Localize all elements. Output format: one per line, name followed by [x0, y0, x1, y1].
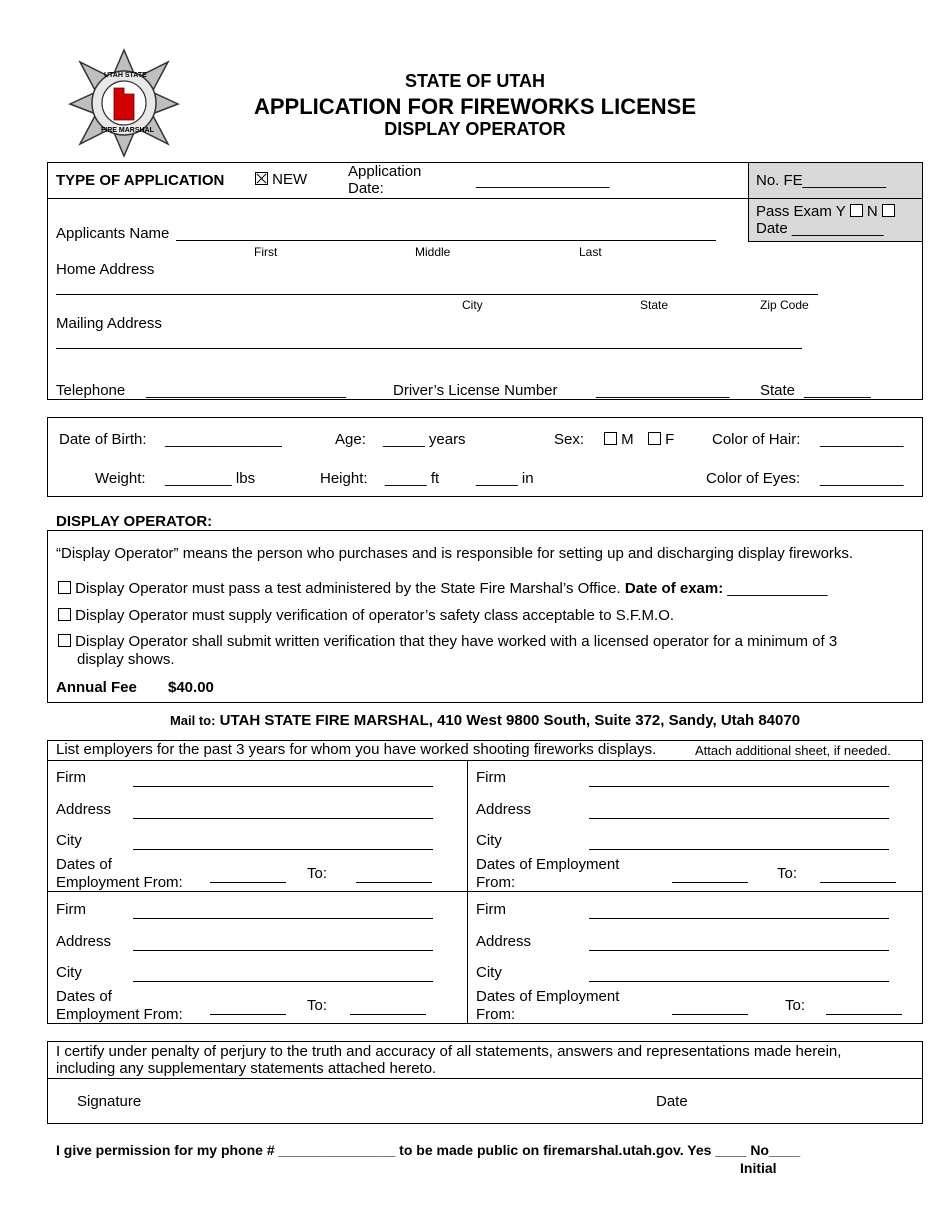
- last-name-caption: Last: [579, 245, 602, 259]
- to-date-field[interactable]: [826, 1014, 902, 1015]
- firm-label: Firm: [476, 901, 506, 918]
- firm-label: Firm: [56, 901, 86, 918]
- dl-state-label: State: [760, 382, 796, 399]
- eye-color-label: Color of Eyes:: [706, 470, 801, 487]
- city-field[interactable]: [589, 981, 889, 982]
- mail-to-line: [0, 712, 950, 729]
- logo-text-bottom: FIRE MARSHAL: [101, 127, 154, 134]
- height-label: Height:: [320, 470, 368, 487]
- city-field[interactable]: [133, 981, 433, 982]
- dates-label-2: From:: [476, 874, 516, 891]
- pass-exam-n-label: N: [866, 203, 878, 220]
- male-label: M: [621, 431, 634, 448]
- to-label: To:: [307, 997, 328, 1014]
- application-date-label-2: Date:: [348, 180, 384, 197]
- display-shows-text-2: display shows.: [77, 651, 175, 668]
- display-shows-text-1: Display Operator shall submit written verification that they have worked with a licensed operator for a minimum of 3: [75, 633, 838, 650]
- dates-label-2: Employment From:: [56, 1006, 183, 1023]
- height-ft-field[interactable]: _____ ft: [385, 470, 440, 487]
- phone-permission-statement: I give permission for my phone # _______________ to be made public on firemarshal.utah.gov. Yes ____ No____: [56, 1142, 801, 1158]
- state-caption: State: [640, 298, 669, 312]
- new-option[interactable]: [255, 171, 307, 188]
- firm-field[interactable]: [589, 918, 889, 919]
- new-checkbox[interactable]: [255, 172, 268, 185]
- safety-class-text: Display Operator must supply verification of operator’s safety class acceptable to S.F.M.O.: [75, 607, 675, 624]
- applicant-name-label: Applicants Name: [56, 225, 170, 242]
- firm-label: Firm: [56, 769, 86, 786]
- sex-male-option[interactable]: [604, 431, 634, 448]
- city-field[interactable]: [589, 849, 889, 850]
- firm-field[interactable]: [133, 786, 433, 787]
- from-date-field[interactable]: [672, 882, 748, 883]
- city-label: City: [56, 964, 82, 981]
- form-title: APPLICATION FOR FIREWORKS LICENSE: [253, 94, 697, 119]
- signature-date-label: Date: [656, 1093, 688, 1110]
- mail-to-address: UTAH STATE FIRE MARSHAL, 410 West 9800 South, Suite 372, Sandy, Utah 84070: [219, 712, 801, 729]
- file-number-field[interactable]: No. FE__________: [756, 172, 887, 189]
- to-date-field[interactable]: [356, 882, 432, 883]
- address-field[interactable]: [589, 950, 889, 951]
- dl-state-field[interactable]: ________: [804, 382, 871, 399]
- annual-fee-value: $40.00: [168, 679, 214, 696]
- display-operator-heading: DISPLAY OPERATOR:: [56, 513, 213, 530]
- eye-color-field[interactable]: __________: [820, 470, 904, 487]
- address-field[interactable]: [589, 818, 889, 819]
- exam-requirement-text: Display Operator must pass a test administered by the State Fire Marshal’s Office.: [75, 580, 621, 597]
- home-address-field[interactable]: [56, 294, 818, 295]
- firm-field[interactable]: [133, 918, 433, 919]
- from-date-field[interactable]: [210, 882, 286, 883]
- requirement-safety-class: [58, 607, 674, 624]
- dates-label-1: Dates of: [56, 856, 112, 873]
- age-field[interactable]: _____ years: [383, 431, 466, 448]
- dates-label-2: Employment From:: [56, 874, 183, 891]
- from-date-field[interactable]: [672, 1014, 748, 1015]
- zip-caption: Zip Code: [760, 298, 809, 312]
- dates-label-1: Dates of Employment: [476, 988, 620, 1005]
- sex-female-option[interactable]: [648, 431, 674, 448]
- dob-label: Date of Birth:: [59, 431, 147, 448]
- address-label: Address: [476, 801, 532, 818]
- safety-class-checkbox[interactable]: [58, 608, 71, 621]
- display-shows-checkbox[interactable]: [58, 634, 71, 647]
- to-date-field[interactable]: [820, 882, 896, 883]
- exam-date-field[interactable]: Date ___________: [756, 220, 884, 237]
- exam-requirement-checkbox[interactable]: [58, 581, 71, 594]
- home-address-label: Home Address: [56, 261, 155, 278]
- height-in-field[interactable]: _____ in: [476, 470, 534, 487]
- dates-label-2: From:: [476, 1006, 516, 1023]
- initial-caption: Initial: [740, 1160, 777, 1176]
- male-checkbox[interactable]: [604, 432, 617, 445]
- middle-name-caption: Middle: [415, 245, 451, 259]
- telephone-label: Telephone: [56, 382, 126, 399]
- exam-date-input[interactable]: ____________: [727, 580, 828, 597]
- from-date-field[interactable]: [210, 1014, 286, 1015]
- to-label: To:: [777, 865, 798, 882]
- certification-text-1: I certify under penalty of perjury to the truth and accuracy of all statements, answers and representations made herein,: [56, 1043, 842, 1060]
- address-label: Address: [56, 933, 112, 950]
- requirement-display-shows: [58, 633, 837, 650]
- mail-to-prefix: Mail to:: [169, 713, 216, 728]
- application-date-label-1: Application: [348, 163, 422, 180]
- female-label: F: [665, 431, 675, 448]
- hair-color-label: Color of Hair:: [712, 431, 801, 448]
- requirement-exam: [58, 580, 828, 597]
- annual-fee-label: Annual Fee: [56, 679, 137, 696]
- pass-exam-label: Pass Exam Y: [756, 203, 846, 220]
- firm-field[interactable]: [589, 786, 889, 787]
- firm-label: Firm: [476, 769, 506, 786]
- employers-intro: List employers for the past 3 years for whom you have worked shooting fireworks displays.: [56, 741, 657, 758]
- address-field[interactable]: [133, 950, 433, 951]
- applicant-name-field[interactable]: [176, 240, 716, 241]
- to-label: To:: [307, 865, 328, 882]
- certification-text-2: including any supplementary statements attached hereto.: [56, 1060, 437, 1077]
- female-checkbox[interactable]: [648, 432, 661, 445]
- pass-exam-yes-checkbox[interactable]: [850, 204, 863, 217]
- mailing-address-label: Mailing Address: [56, 315, 162, 332]
- address-label: Address: [56, 801, 112, 818]
- drivers-license-label: Driver’s License Number: [393, 382, 558, 399]
- type-of-application-label: TYPE OF APPLICATION: [56, 172, 225, 189]
- city-field[interactable]: [133, 849, 433, 850]
- new-label: NEW: [272, 171, 308, 188]
- age-label: Age:: [335, 431, 366, 448]
- dates-label-1: Dates of: [56, 988, 112, 1005]
- address-field[interactable]: [133, 818, 433, 819]
- display-operator-definition: “Display Operator” means the person who purchases and is responsible for setting up and discharging display fireworks.: [56, 545, 854, 562]
- sex-label: Sex:: [554, 431, 585, 448]
- city-label: City: [476, 832, 502, 849]
- dates-label-1: Dates of Employment: [476, 856, 620, 873]
- telephone-field[interactable]: ________________________: [146, 382, 347, 399]
- state-heading: STATE OF UTAH: [405, 71, 545, 91]
- pass-exam-no-checkbox[interactable]: [882, 204, 895, 217]
- attach-sheet-note: Attach additional sheet, if needed.: [695, 743, 891, 758]
- form-subtitle: DISPLAY OPERATOR: [384, 119, 566, 139]
- exam-date-label: Date of exam:: [624, 580, 724, 597]
- to-label: To:: [785, 997, 806, 1014]
- city-caption: City: [462, 298, 483, 312]
- to-date-field[interactable]: [350, 1014, 426, 1015]
- signature-label: Signature: [77, 1093, 142, 1110]
- drivers-license-field[interactable]: ________________: [596, 382, 730, 399]
- weight-label: Weight:: [95, 470, 146, 487]
- logo-text-top: UTAH STATE: [104, 72, 147, 79]
- city-label: City: [476, 964, 502, 981]
- address-label: Address: [476, 933, 532, 950]
- dob-field[interactable]: ______________: [165, 431, 282, 448]
- first-name-caption: First: [254, 245, 278, 259]
- hair-color-field[interactable]: __________: [820, 431, 904, 448]
- city-label: City: [56, 832, 82, 849]
- application-date-field[interactable]: ________________: [476, 172, 610, 189]
- weight-field[interactable]: ________ lbs: [165, 470, 256, 487]
- mailing-address-field[interactable]: [56, 348, 802, 349]
- pass-exam-row: [756, 203, 895, 220]
